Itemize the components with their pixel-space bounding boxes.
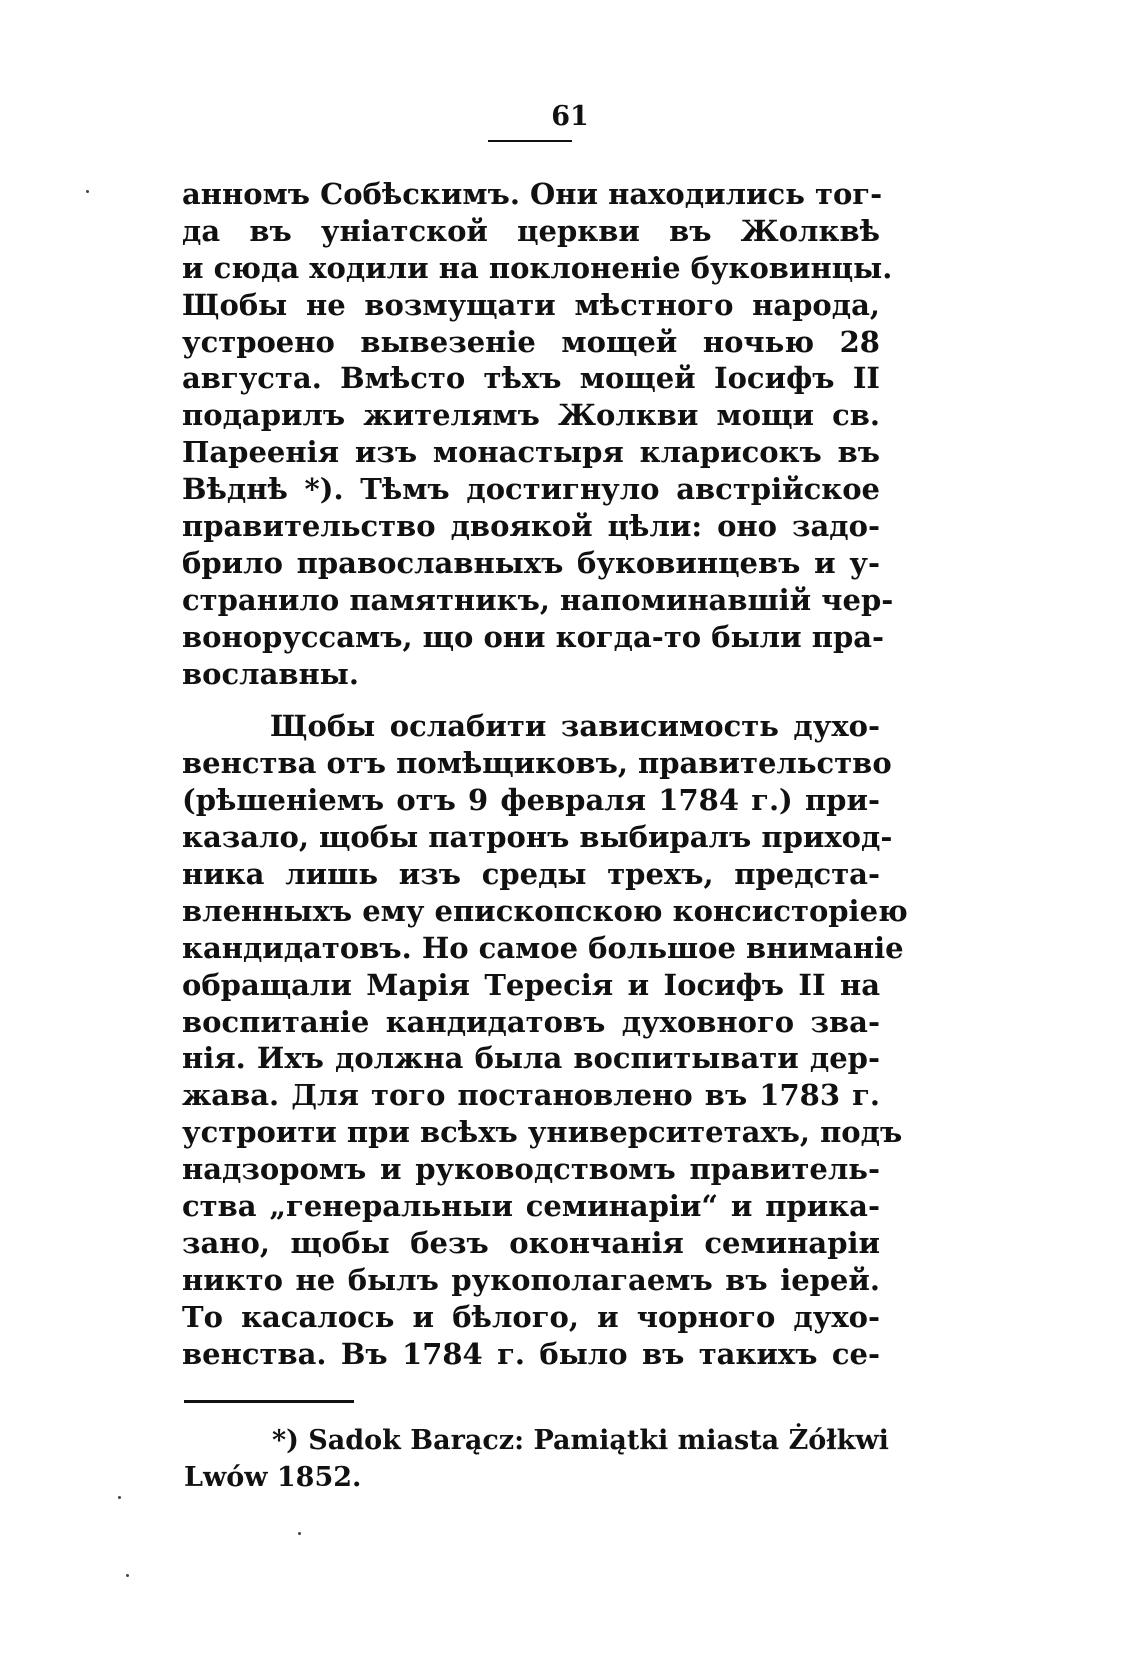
page-number-underline: [488, 140, 572, 142]
text-line: августа. Вмѣсто тѣхъ мощей Іосифъ II: [182, 361, 880, 396]
text-line: венства отъ помѣщиковъ, правительство: [182, 746, 892, 781]
text-line: кандидатовъ. Но самое большое вниманіе: [182, 930, 904, 965]
text-line: жава. Для того постановлено въ 1783 г.: [182, 1078, 880, 1113]
footnote-separator: [184, 1400, 354, 1403]
text-line: вленныхъ ему епископскою консисторіею: [182, 893, 908, 928]
text-line: да въ уніатской церкви въ Жолквѣ: [182, 213, 880, 248]
text-line: устроено вывезеніе мощей ночью 28: [182, 324, 880, 359]
text-line: То касалось и бѣлого, и чорного духо-: [182, 1299, 880, 1334]
paragraph-1: [182, 176, 894, 692]
main-text: [182, 176, 908, 1373]
text-line: казало, щобы патронъ выбиралъ приход-: [182, 820, 893, 855]
text-line: Щобы не возмущати мѣстного народа,: [182, 287, 880, 322]
paragraph-2: [182, 708, 908, 1372]
paper-speck: [118, 1496, 121, 1499]
text-line: Щобы ослабити зависимость духо-: [270, 709, 880, 744]
text-line: брило православныхъ буковинцевъ и у-: [182, 545, 880, 580]
page-number: 61: [551, 101, 589, 132]
text-line: устроити при всѣхъ университетахъ, подъ: [182, 1115, 903, 1150]
footnote-line: *) Sadok Barącz: Pamiątki miasta Żółkwi: [272, 1425, 889, 1456]
paper-speck: [86, 190, 89, 193]
text-line: обращали Марія Тересія и Іосифъ II на: [182, 967, 880, 1002]
text-line: правительство двоякой цѣли: оно задо-: [182, 509, 880, 544]
paper-speck: [126, 1574, 129, 1577]
text-line: вославны.: [182, 656, 359, 691]
footnote-line: Lwów 1852.: [184, 1462, 362, 1493]
text-line: венства. Въ 1784 г. было въ такихъ се-: [182, 1336, 880, 1371]
text-line: надзоромъ и руководствомъ правитель-: [182, 1152, 880, 1187]
text-line: ства „генеральныи семинаріи“ и прика-: [182, 1189, 880, 1224]
text-line: нія. Ихъ должна была воспитывати дер-: [182, 1041, 880, 1076]
text-line: ника лишь изъ среды трехъ, предста-: [182, 857, 880, 892]
text-line: (рѣшеніемъ отъ 9 февраля 1784 г.) при-: [182, 783, 880, 818]
text-line: Пареенія изъ монастыря кларисокъ въ: [182, 435, 880, 470]
text-line: никто не былъ рукополагаемъ въ іерей.: [182, 1262, 880, 1297]
text-line: странило памятникъ, напоминавшій чер-: [182, 582, 894, 617]
text-line: Вѣднѣ *). Тѣмъ достигнуло австрійское: [182, 472, 880, 507]
paper-speck: [298, 1532, 301, 1535]
text-line: подарилъ жителямъ Жолкви мощи св.: [182, 398, 880, 433]
text-line: анномъ Собѣскимъ. Они находились тог-: [182, 177, 883, 211]
text-line: зано, щобы безъ окончанія семинаріи: [182, 1225, 880, 1260]
text-line: вонoруссамъ, що они когда-то были пра-: [182, 619, 885, 654]
text-line: воспитаніе кандидатовъ духовного зва-: [182, 1004, 880, 1039]
footnote: [184, 1422, 889, 1496]
paragraph-gap: [182, 692, 880, 708]
text-line: и сюда ходили на поклоненіе буковинцы.: [182, 250, 893, 285]
